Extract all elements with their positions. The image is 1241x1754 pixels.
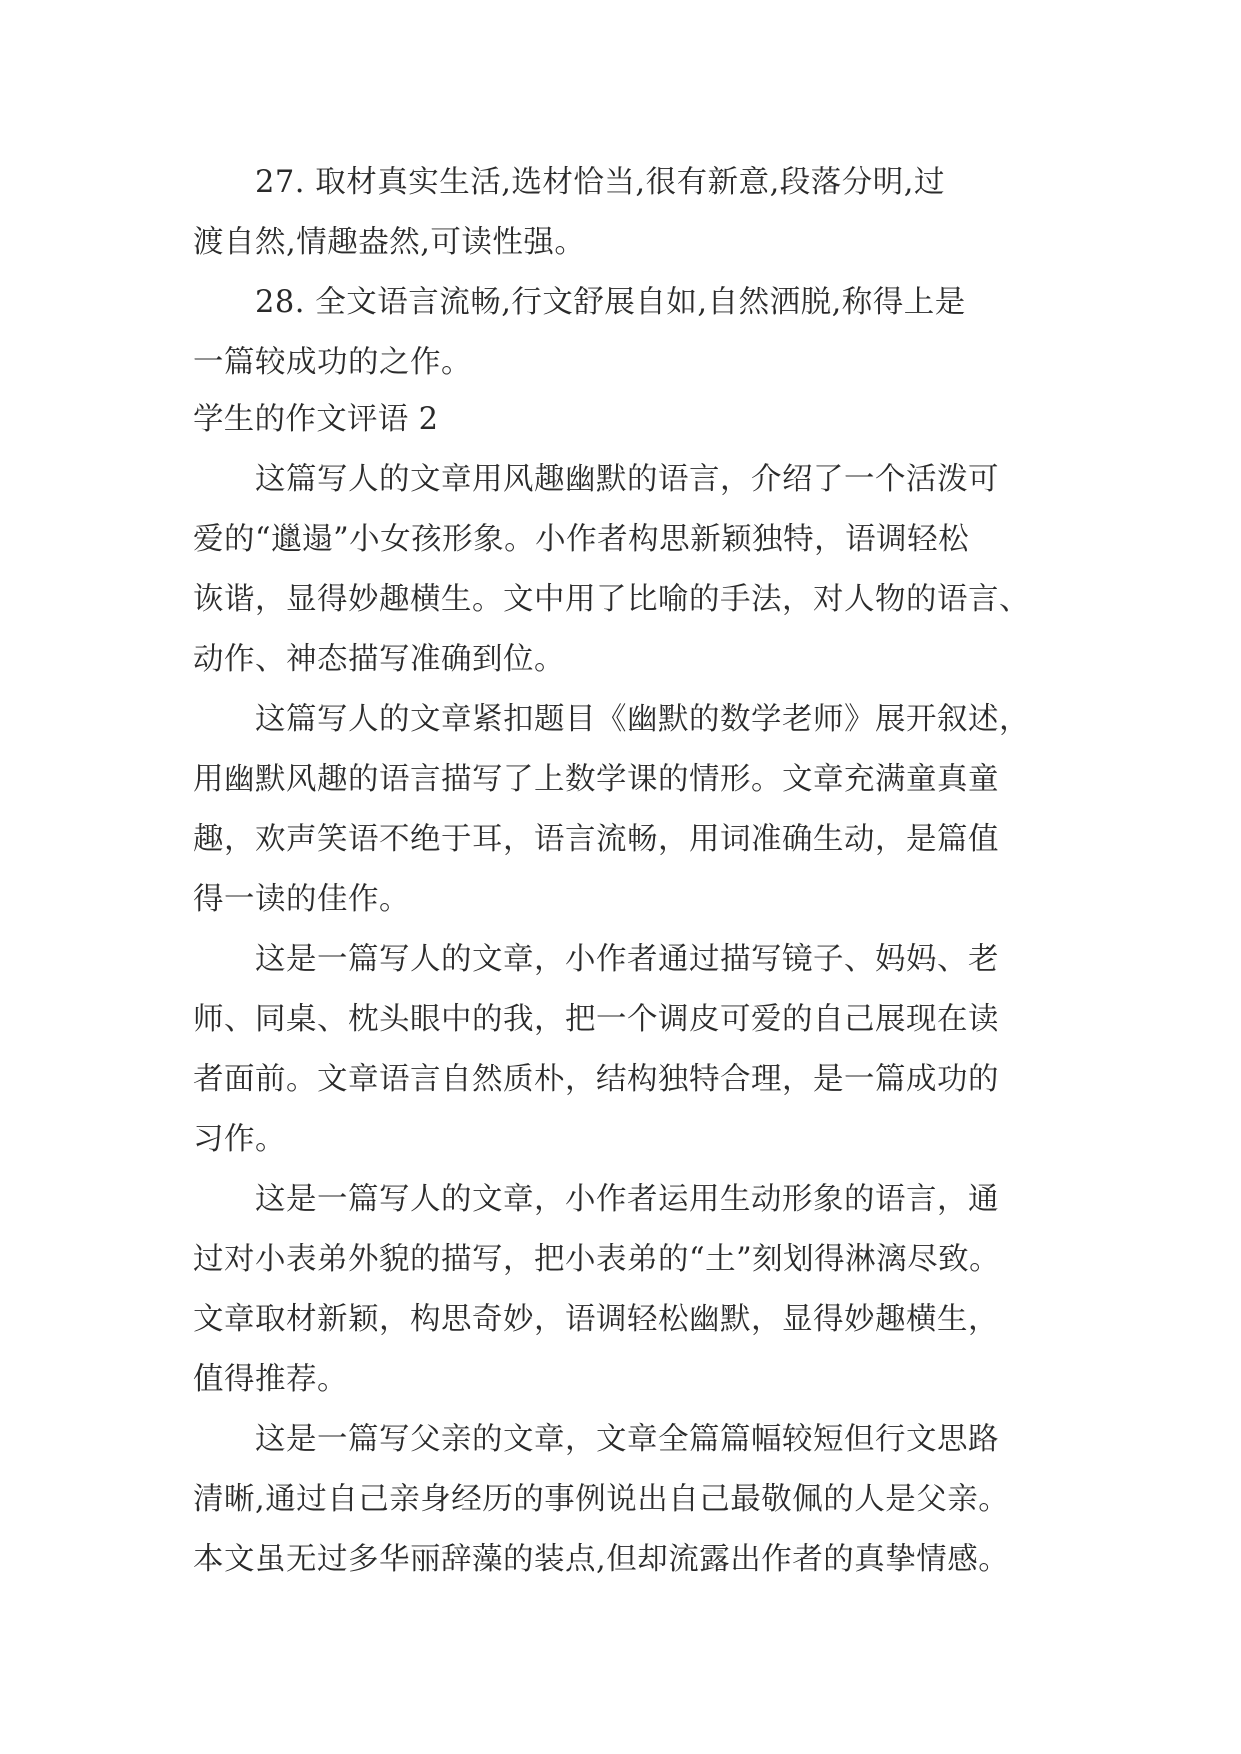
section-heading: 学生的作文评语 2 xyxy=(193,402,439,437)
comment-2-line-3: 趣，欢声笑语不绝于耳，语言流畅，用词准确生动，是篇值 xyxy=(193,822,999,857)
comment-5-line-3: 本文虽无过多华丽辞藻的装点,但却流露出作者的真挚情感。 xyxy=(193,1542,1010,1577)
comment-4-line-1: 这是一篇写人的文章，小作者运用生动形象的语言，通 xyxy=(255,1182,999,1217)
comment-5-line-1: 这是一篇写父亲的文章，文章全篇篇幅较短但行文思路 xyxy=(255,1422,999,1457)
comment-2-line-2: 用幽默风趣的语言描写了上数学课的情形。文章充满童真童 xyxy=(193,762,999,797)
comment-1-line-2: 爱的“邋遢”小女孩形象。小作者构思新颖独特，语调轻松 xyxy=(193,522,970,557)
paragraph-28-line-1: 28. 全文语言流畅,行文舒展自如,自然洒脱,称得上是 xyxy=(255,285,966,320)
comment-4-line-2: 过对小表弟外貌的描写，把小表弟的“土”刻划得淋漓尽致。 xyxy=(193,1242,1001,1277)
paragraph-27-line-2: 渡自然,情趣盎然,可读性强。 xyxy=(193,225,586,260)
comment-2-line-1: 这篇写人的文章紧扣题目《幽默的数学老师》展开叙述， xyxy=(255,702,1030,737)
comment-1-line-3: 诙谐，显得妙趣横生。文中用了比喻的手法，对人物的语言、 xyxy=(193,582,1030,617)
comment-3-line-4: 习作。 xyxy=(193,1122,286,1157)
comment-2-line-4: 得一读的佳作。 xyxy=(193,882,410,917)
comment-3-line-2: 师、同桌、枕头眼中的我，把一个调皮可爱的自己展现在读 xyxy=(193,1002,999,1037)
comment-1-line-1: 这篇写人的文章用风趣幽默的语言，介绍了一个活泼可 xyxy=(255,462,999,497)
comment-3-line-1: 这是一篇写人的文章，小作者通过描写镜子、妈妈、老 xyxy=(255,942,999,977)
comment-4-line-3: 文章取材新颖，构思奇妙，语调轻松幽默，显得妙趣横生， xyxy=(193,1302,999,1337)
paragraph-27-line-1: 27. 取材真实生活,选材恰当,很有新意,段落分明,过 xyxy=(255,165,945,200)
paragraph-28-line-2: 一篇较成功的之作。 xyxy=(193,345,472,380)
comment-4-line-4: 值得推荐。 xyxy=(193,1362,348,1397)
comment-1-line-4: 动作、神态描写准确到位。 xyxy=(193,642,565,677)
comment-5-line-2: 清晰,通过自己亲身经历的事例说出自己最敬佩的人是父亲。 xyxy=(193,1482,1010,1517)
comment-3-line-3: 者面前。文章语言自然质朴，结构独特合理，是一篇成功的 xyxy=(193,1062,999,1097)
